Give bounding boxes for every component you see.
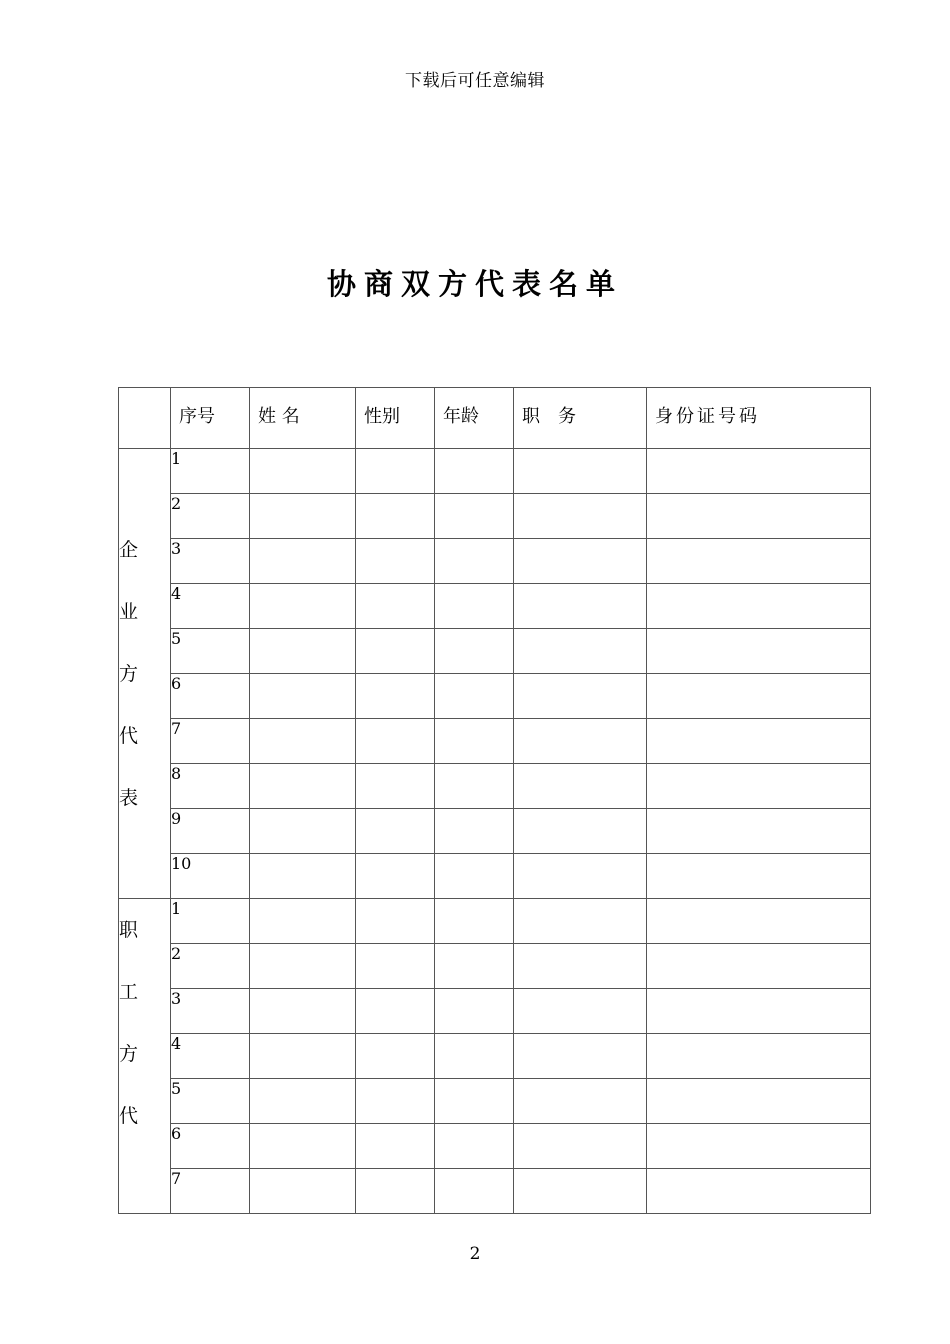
name-cell <box>250 584 356 629</box>
age-cell <box>435 764 514 809</box>
table-row <box>119 854 871 899</box>
gender-cell <box>356 854 435 899</box>
gender-cell <box>356 449 435 494</box>
id-number-cell <box>647 1034 871 1079</box>
age-cell <box>435 854 514 899</box>
age-cell <box>435 494 514 539</box>
group-label: 企业方代表 <box>119 538 139 809</box>
position-cell <box>514 629 647 674</box>
table-row <box>119 449 871 494</box>
id-number-cell <box>647 539 871 584</box>
table-row <box>119 1034 871 1079</box>
table-row <box>119 899 871 944</box>
table-header-row <box>119 388 871 449</box>
table-body <box>119 449 871 1214</box>
table-row <box>119 719 871 764</box>
gender-cell <box>356 584 435 629</box>
id-number-cell <box>647 584 871 629</box>
position-cell <box>514 584 647 629</box>
position-cell <box>514 809 647 854</box>
id-number-cell <box>647 809 871 854</box>
gender-cell <box>356 674 435 719</box>
group-label: 职工方代 <box>119 919 139 1127</box>
table-row <box>119 809 871 854</box>
name-cell <box>250 1124 356 1169</box>
name-cell <box>250 674 356 719</box>
age-cell <box>435 1034 514 1079</box>
table-row <box>119 629 871 674</box>
position-cell <box>514 1079 647 1124</box>
name-cell <box>250 1034 356 1079</box>
position-cell <box>514 719 647 764</box>
age-cell <box>435 539 514 584</box>
age-cell <box>435 584 514 629</box>
id-number-cell <box>647 854 871 899</box>
age-cell <box>435 449 514 494</box>
page-header: 下载后可任意编辑 <box>405 71 545 91</box>
id-number-cell <box>647 449 871 494</box>
representatives-table <box>118 387 871 1214</box>
position-cell <box>514 494 647 539</box>
position-cell <box>514 1124 647 1169</box>
header-name: 姓 名 <box>250 388 356 449</box>
gender-cell <box>356 1034 435 1079</box>
age-cell <box>435 674 514 719</box>
page-number: 2 <box>469 1244 481 1264</box>
id-number-cell <box>647 1169 871 1214</box>
group-enterprise-reps <box>119 449 171 899</box>
header-age: 年龄 <box>435 388 514 449</box>
table-row <box>119 764 871 809</box>
gender-cell <box>356 809 435 854</box>
seq-cell: 10 <box>171 854 250 899</box>
name-cell <box>250 944 356 989</box>
seq-cell: 4 <box>171 1034 250 1079</box>
gender-cell <box>356 1079 435 1124</box>
age-cell <box>435 629 514 674</box>
name-cell <box>250 1169 356 1214</box>
position-cell <box>514 449 647 494</box>
table-row <box>119 989 871 1034</box>
document-title: 协商双方代表名单 <box>326 267 623 301</box>
id-number-cell <box>647 629 871 674</box>
age-cell <box>435 1124 514 1169</box>
seq-cell: 2 <box>171 494 250 539</box>
age-cell <box>435 944 514 989</box>
table-row <box>119 1169 871 1214</box>
gender-cell <box>356 989 435 1034</box>
position-cell <box>514 539 647 584</box>
gender-cell <box>356 899 435 944</box>
seq-cell: 7 <box>171 1169 250 1214</box>
age-cell <box>435 1169 514 1214</box>
header-position: 职 务 <box>514 388 647 449</box>
age-cell <box>435 989 514 1034</box>
gender-cell <box>356 1169 435 1214</box>
name-cell <box>250 899 356 944</box>
position-cell <box>514 1169 647 1214</box>
table-row <box>119 674 871 719</box>
seq-cell: 4 <box>171 584 250 629</box>
gender-cell <box>356 719 435 764</box>
age-cell <box>435 809 514 854</box>
name-cell <box>250 629 356 674</box>
table-row <box>119 539 871 584</box>
table-row <box>119 944 871 989</box>
gender-cell <box>356 539 435 584</box>
name-cell <box>250 1079 356 1124</box>
id-number-cell <box>647 719 871 764</box>
table-row <box>119 494 871 539</box>
name-cell <box>250 764 356 809</box>
name-cell <box>250 449 356 494</box>
seq-cell: 1 <box>171 899 250 944</box>
gender-cell <box>356 494 435 539</box>
seq-cell: 3 <box>171 539 250 584</box>
seq-cell: 5 <box>171 1079 250 1124</box>
gender-cell <box>356 944 435 989</box>
group-employee-reps <box>119 899 171 1214</box>
seq-cell: 2 <box>171 944 250 989</box>
id-number-cell <box>647 989 871 1034</box>
position-cell <box>514 989 647 1034</box>
gender-cell <box>356 1124 435 1169</box>
position-cell <box>514 944 647 989</box>
header-gender: 性别 <box>356 388 435 449</box>
name-cell <box>250 809 356 854</box>
seq-cell: 8 <box>171 764 250 809</box>
gender-cell <box>356 629 435 674</box>
seq-cell: 1 <box>171 449 250 494</box>
header-group <box>119 388 171 449</box>
seq-cell: 6 <box>171 1124 250 1169</box>
name-cell <box>250 494 356 539</box>
id-number-cell <box>647 494 871 539</box>
age-cell <box>435 899 514 944</box>
age-cell <box>435 719 514 764</box>
name-cell <box>250 854 356 899</box>
seq-cell: 9 <box>171 809 250 854</box>
table-row <box>119 1124 871 1169</box>
position-cell <box>514 764 647 809</box>
id-number-cell <box>647 944 871 989</box>
header-seq: 序号 <box>171 388 250 449</box>
id-number-cell <box>647 1124 871 1169</box>
id-number-cell <box>647 674 871 719</box>
position-cell <box>514 854 647 899</box>
id-number-cell <box>647 1079 871 1124</box>
table-row <box>119 1079 871 1124</box>
name-cell <box>250 989 356 1034</box>
age-cell <box>435 1079 514 1124</box>
position-cell <box>514 1034 647 1079</box>
table-row <box>119 584 871 629</box>
id-number-cell <box>647 764 871 809</box>
seq-cell: 7 <box>171 719 250 764</box>
id-number-cell <box>647 899 871 944</box>
name-cell <box>250 539 356 584</box>
position-cell <box>514 674 647 719</box>
header-id-number: 身份证号码 <box>647 388 871 449</box>
name-cell <box>250 719 356 764</box>
seq-cell: 6 <box>171 674 250 719</box>
seq-cell: 3 <box>171 989 250 1034</box>
seq-cell: 5 <box>171 629 250 674</box>
position-cell <box>514 899 647 944</box>
gender-cell <box>356 764 435 809</box>
